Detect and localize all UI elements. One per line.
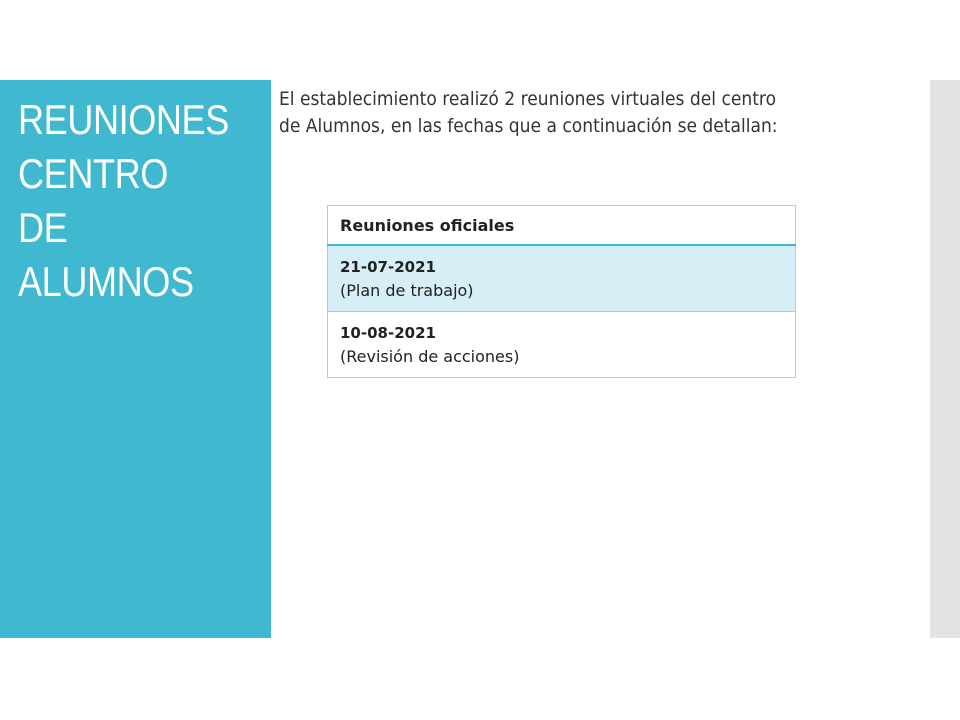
side-strip [930, 80, 960, 638]
slide-title-line: CENTRO [18, 150, 168, 197]
table-row [328, 311, 796, 377]
slide-title-line: REUNIONES [18, 96, 229, 143]
meeting-date: 21-07-2021 [340, 258, 436, 276]
meeting-description: (Plan de trabajo) [340, 281, 474, 300]
meeting-description: (Revisión de acciones) [340, 346, 520, 366]
table-header-cell: Reuniones oficiales [328, 206, 796, 246]
table-cell [328, 311, 796, 377]
intro-paragraph [279, 86, 855, 140]
slide-title [18, 93, 233, 309]
title-panel [0, 80, 271, 638]
intro-line: de Alumnos, en las fechas que a continuación se detallan: [279, 115, 778, 137]
slide-title-line: ALUMNOS [18, 258, 194, 305]
table-row [328, 245, 796, 311]
meetings-table [327, 205, 796, 378]
intro-line: El establecimiento realizó 2 reuniones virtuales del centro [279, 88, 777, 110]
meeting-date: 10-08-2021 [340, 323, 436, 342]
slide-title-line: DE [18, 204, 68, 251]
table-header-row [328, 206, 796, 246]
table-cell [328, 245, 796, 311]
